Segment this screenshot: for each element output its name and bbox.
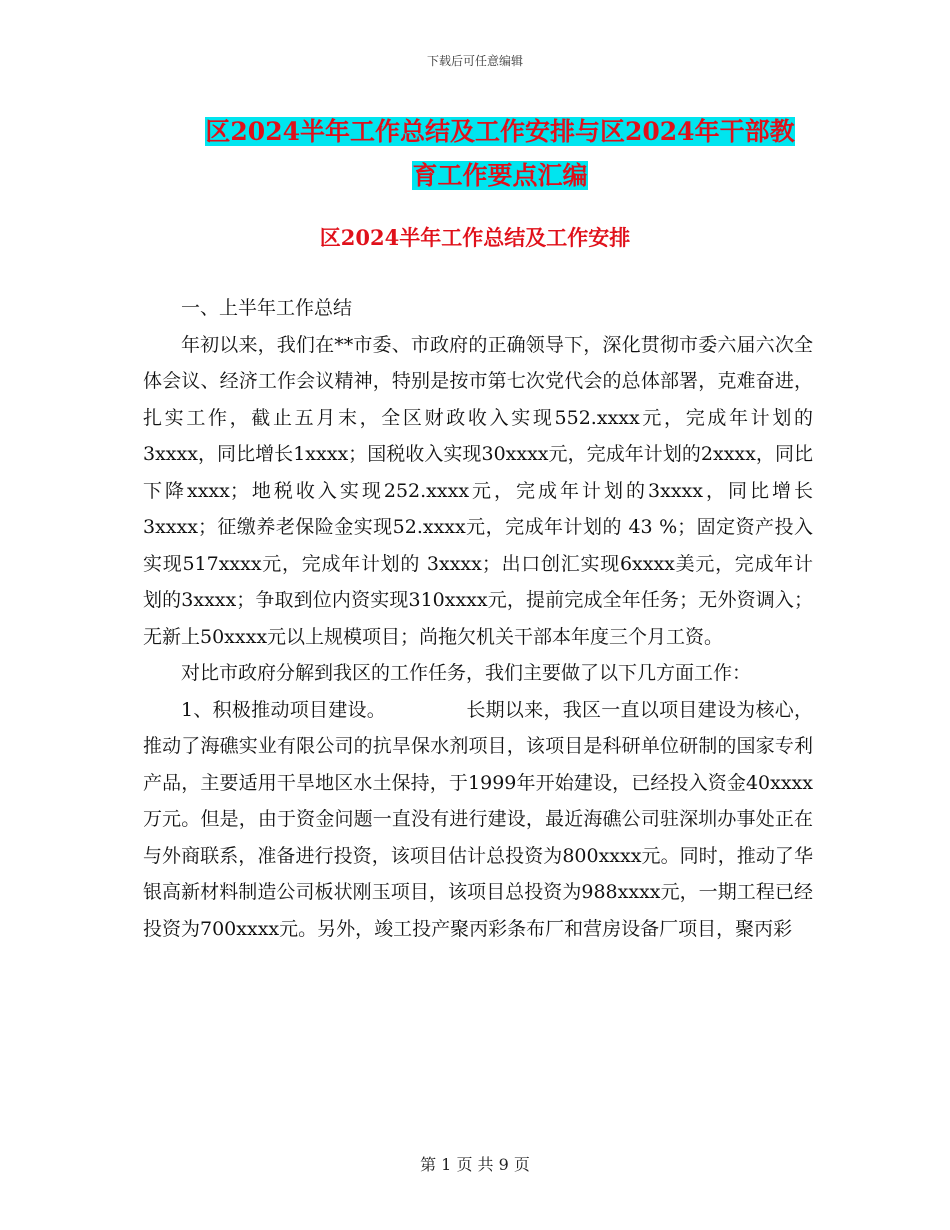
- document-title-line-1: 区2024半年工作总结及工作安排与区2024年干部教: [205, 117, 795, 146]
- document-title-line-2: 育工作要点汇编: [412, 161, 588, 190]
- paragraph-body: 长期以来，我区一直以项目建设为核心，推动了海礁实业有限公司的抗旱保水剂项目，该项目是科研单位研制的国家专利产品，主要适用干旱地区水土保持，于1999年开始建设，已经投入资金40xxxx万元。但是，由于资金问题一直没有进行建设，最近海礁公司驻深圳办事处正在与外商联系，准备进行投资，该项目估计总投资为800xxxx元。同时，推动了华银高新材料制造公司板状刚玉项目，该项目总投资为988xxxx元，一期工程已经投资为700xxxx元。另外，竣工投产聚丙彩条布厂和营房设备厂项目，聚丙彩: [143, 698, 813, 940]
- paragraph-heading: 1、积极推动项目建设。: [181, 698, 387, 721]
- paragraph-intro: 对比市政府分解到我区的工作任务，我们主要做了以下几方面工作：: [181, 662, 752, 684]
- section-title: 区2024半年工作总结及工作安排: [319, 225, 631, 250]
- paragraph-summary: 年初以来，我们在**市委、市政府的正确领导下，深化贯彻市委六届六次全体会议、经济工作会议精神，特别是按市第七次党代会的总体部署，克难奋进，扎实工作，截止五月末，全区财政收入实现552.xxxx元，完成年计划的3xxxx，同比增长1xxxx；国税收入实现30xxxx元，完成年计划的2xxxx，同比下降xxxx；地税收入实现252.xxxx元，完成年计划的3xxxx，同比增长3xxxx；征缴养老保险金实现52.xxxx元，完成年计划的 43 %；固定资产投入实现517xxxx元，完成年计划的 3xxxx；出口创汇实现6xxxx美元，完成年计划的3xxxx；争取到位内资实现310xxxx元，提前完成全年任务；无外资调入；无新上50xxxx元以上规模项目；尚拖欠机关干部本年度三个月工资。: [143, 333, 813, 648]
- paragraph-project-construction: [143, 692, 813, 948]
- section-heading: 一、上半年工作总结: [181, 297, 353, 319]
- document-title: [150, 110, 850, 198]
- header-note: 下载后可任意编辑: [426, 54, 523, 68]
- page-footer: 第 1 页 共 9 页: [420, 1155, 530, 1174]
- document-body: [143, 290, 813, 947]
